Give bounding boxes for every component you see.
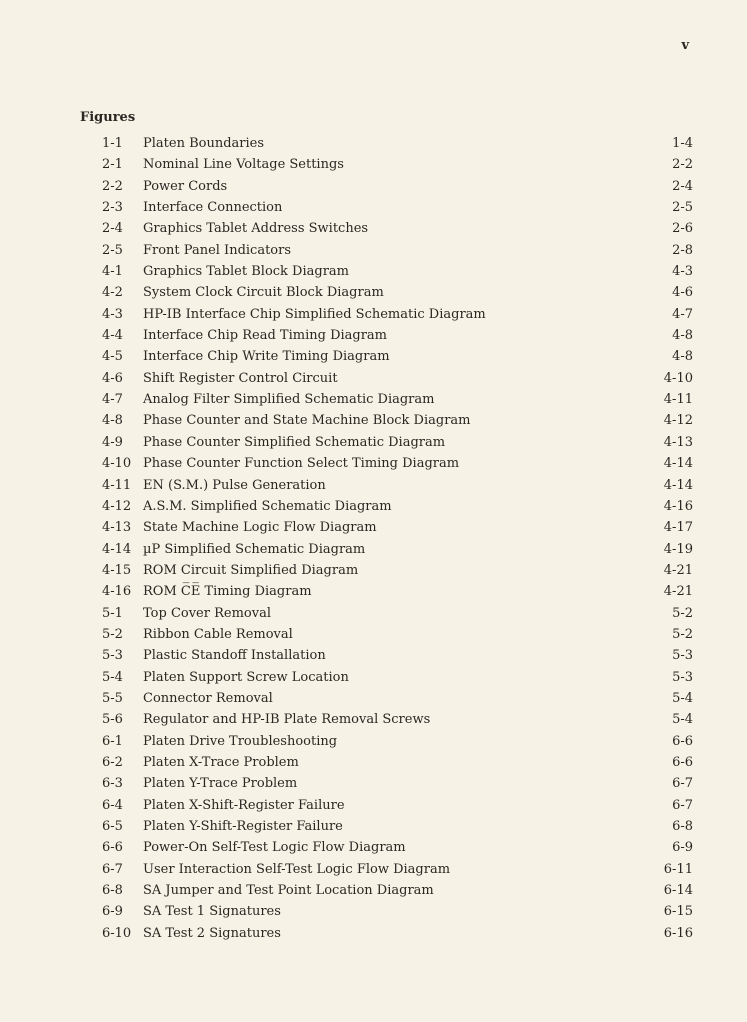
figure-entry [0, 773, 747, 794]
figure-page: 6-7 [672, 776, 693, 792]
figure-number: 6-8 [102, 883, 123, 899]
figure-entry [0, 859, 747, 880]
figure-number: 5-6 [102, 712, 123, 728]
figure-page: 2-2 [672, 157, 693, 173]
figure-number: 2-1 [102, 157, 123, 173]
figure-page: 1-4 [672, 136, 693, 151]
figure-entry [0, 667, 747, 688]
figure-page: 4-10 [663, 370, 693, 386]
figure-title: Graphics Tablet Block Diagram [143, 264, 350, 280]
figure-title: ROM C̅E̅ Timing Diagram [143, 584, 312, 600]
figure-title: Platen Y-Trace Problem [143, 776, 298, 792]
figure-number: 5-2 [102, 626, 123, 642]
figure-page: 6-6 [672, 754, 693, 770]
figure-entry [0, 752, 747, 773]
figure-title: Platen Boundaries [143, 136, 265, 151]
figure-title: Platen X-Trace Problem [143, 754, 299, 770]
figure-entry [0, 603, 747, 624]
figure-page: 4-21 [663, 562, 693, 578]
figure-entry [0, 816, 747, 837]
figure-title: Platen Y-Shift-Register Failure [143, 819, 343, 834]
figure-title: Connector Removal [143, 690, 273, 706]
figure-number: 2-2 [102, 178, 123, 194]
figure-title: Front Panel Indicators [143, 242, 292, 258]
figure-page: 6-15 [663, 904, 693, 920]
figure-number: 6-4 [102, 797, 123, 813]
figure-title: Power-On Self-Test Logic Flow Diagram [143, 840, 406, 856]
figure-entry [0, 880, 747, 901]
figure-entry [0, 795, 747, 816]
figure-entry [0, 368, 747, 389]
figure-entry [0, 837, 747, 858]
figure-title: Power Cords [143, 178, 228, 194]
figure-page: 6-16 [663, 925, 693, 941]
figure-title: Analog Filter Simplified Schematic Diagram [143, 392, 435, 408]
figure-number: 4-15 [102, 562, 132, 578]
figure-page: 4-16 [663, 498, 693, 514]
figure-page: 5-2 [672, 605, 693, 621]
figure-page: 4-17 [663, 520, 693, 536]
figure-entry [0, 304, 747, 325]
figure-title: HP-IB Interface Chip Simplified Schematic Diagram [143, 306, 486, 322]
figure-title: Platen Drive Troubleshooting [143, 733, 338, 749]
figure-page: 4-19 [663, 541, 693, 557]
figure-number: 5-5 [102, 690, 123, 706]
figure-entry [0, 539, 747, 560]
figure-title: Platen X-Shift-Register Failure [143, 797, 345, 813]
figure-title: SA Jumper and Test Point Location Diagram [143, 883, 434, 899]
figure-entry [0, 282, 747, 303]
figure-page: 4-7 [672, 306, 693, 322]
figure-number: 6-7 [102, 861, 123, 877]
figure-title: Shift Register Control Circuit [143, 370, 338, 386]
figure-page: 4-14 [663, 456, 693, 472]
figure-page: 2-8 [672, 242, 693, 258]
figure-number: 4-10 [102, 456, 132, 472]
figure-title: Phase Counter Simplified Schematic Diagram [143, 434, 446, 450]
figure-title: State Machine Logic Flow Diagram [143, 520, 377, 536]
figure-title: SA Test 1 Signatures [143, 904, 281, 920]
figure-number: 4-12 [102, 498, 132, 514]
figure-entry [0, 197, 747, 218]
figure-entry [0, 154, 747, 175]
figure-title: Interface Chip Write Timing Diagram [143, 349, 390, 365]
figure-number: 5-1 [102, 605, 123, 621]
figure-number: 5-4 [102, 669, 123, 685]
figure-title: Top Cover Removal [143, 605, 271, 621]
figure-number: 4-5 [102, 349, 123, 365]
figure-title: Ribbon Cable Removal [143, 626, 293, 642]
figure-entry [0, 560, 747, 581]
figure-title: User Interaction Self-Test Logic Flow Diagram [143, 861, 451, 877]
figure-page: 6-6 [672, 733, 693, 749]
figure-entry [0, 624, 747, 645]
figure-entry [0, 410, 747, 431]
figure-entry [0, 709, 747, 730]
figure-entry [0, 325, 747, 346]
figure-title: SA Test 2 Signatures [143, 925, 281, 941]
figure-number: 4-7 [102, 392, 123, 408]
figure-entry [0, 581, 747, 602]
figure-number: 4-4 [102, 328, 123, 344]
figure-page: 2-6 [672, 221, 693, 237]
figure-page: 6-8 [672, 819, 693, 834]
page-number: v [681, 38, 689, 53]
figure-entry [0, 453, 747, 474]
figure-number: 5-3 [102, 648, 123, 664]
figure-entry [0, 517, 747, 538]
figure-number: 2-3 [102, 200, 123, 216]
figure-number: 6-9 [102, 904, 123, 920]
figure-entry [0, 389, 747, 410]
figure-title: Phase Counter Function Select Timing Diagram [143, 456, 460, 472]
figure-page: 5-4 [672, 712, 693, 728]
figure-number: 6-1 [102, 733, 123, 749]
figure-entry [0, 218, 747, 239]
figure-entry [0, 133, 747, 154]
figure-entry [0, 901, 747, 922]
figure-page: 6-11 [663, 861, 693, 877]
figure-entry [0, 496, 747, 517]
figure-number: 4-2 [102, 285, 123, 301]
figure-page: 6-14 [663, 883, 693, 899]
figure-page: 4-8 [672, 349, 693, 365]
figure-number: 4-9 [102, 434, 123, 450]
figure-number: 4-13 [102, 520, 132, 536]
figure-entry [0, 261, 747, 282]
figure-number: 6-2 [102, 754, 123, 770]
figure-page: 6-9 [672, 840, 693, 856]
figure-page: 4-14 [663, 477, 693, 493]
figure-title: A.S.M. Simplified Schematic Diagram [143, 498, 392, 514]
figure-entry [0, 240, 747, 261]
figure-title: Regulator and HP-IB Plate Removal Screws [143, 712, 431, 728]
figure-title: Plastic Standoff Installation [143, 648, 326, 664]
figure-number: 4-3 [102, 306, 123, 322]
figure-number: 2-5 [102, 242, 123, 258]
figure-entry [0, 688, 747, 709]
figure-title: Nominal Line Voltage Settings [143, 157, 344, 173]
figure-entry [0, 731, 747, 752]
figure-number: 4-11 [102, 477, 132, 493]
figure-list [0, 133, 747, 944]
figure-title: EN (S.M.) Pulse Generation [143, 477, 326, 493]
figure-page: 5-2 [672, 626, 693, 642]
figure-page: 2-4 [672, 178, 693, 194]
figure-page: 6-7 [672, 797, 693, 813]
figure-number: 6-10 [102, 925, 132, 941]
section-heading: Figures [80, 110, 136, 125]
figure-page: 4-3 [672, 264, 693, 280]
figure-page: 4-12 [663, 413, 693, 429]
figure-entry [0, 645, 747, 666]
figure-title: Phase Counter and State Machine Block Diagram [143, 413, 471, 429]
figure-number: 4-8 [102, 413, 123, 429]
figure-number: 4-14 [102, 541, 132, 557]
figure-title: Platen Support Screw Location [143, 669, 349, 685]
figure-page: 4-13 [663, 434, 693, 450]
figure-title: µP Simplified Schematic Diagram [143, 541, 366, 557]
figure-title: System Clock Circuit Block Diagram [143, 285, 384, 301]
figure-page: 2-5 [672, 200, 693, 216]
figure-entry [0, 346, 747, 367]
figure-page: 4-21 [663, 584, 693, 600]
figure-page: 4-6 [672, 285, 693, 301]
figure-title: Graphics Tablet Address Switches [143, 221, 369, 237]
figure-page: 5-3 [672, 648, 693, 664]
figure-number: 1-1 [102, 136, 123, 151]
figure-number: 4-6 [102, 370, 123, 386]
figure-entry [0, 923, 747, 944]
figure-entry [0, 176, 747, 197]
figure-page: 4-8 [672, 328, 693, 344]
figure-page: 5-4 [672, 690, 693, 706]
figure-page: 4-11 [663, 392, 693, 408]
figure-number: 4-1 [102, 264, 123, 280]
figure-number: 2-4 [102, 221, 123, 237]
figure-number: 4-16 [102, 584, 132, 600]
figure-title: Interface Connection [143, 200, 283, 216]
figure-number: 6-5 [102, 819, 123, 834]
figure-entry [0, 475, 747, 496]
figure-title: ROM Circuit Simplified Diagram [143, 562, 359, 578]
figure-number: 6-6 [102, 840, 123, 856]
figure-title: Interface Chip Read Timing Diagram [143, 328, 388, 344]
figure-number: 6-3 [102, 776, 123, 792]
figure-page: 5-3 [672, 669, 693, 685]
figure-entry [0, 432, 747, 453]
